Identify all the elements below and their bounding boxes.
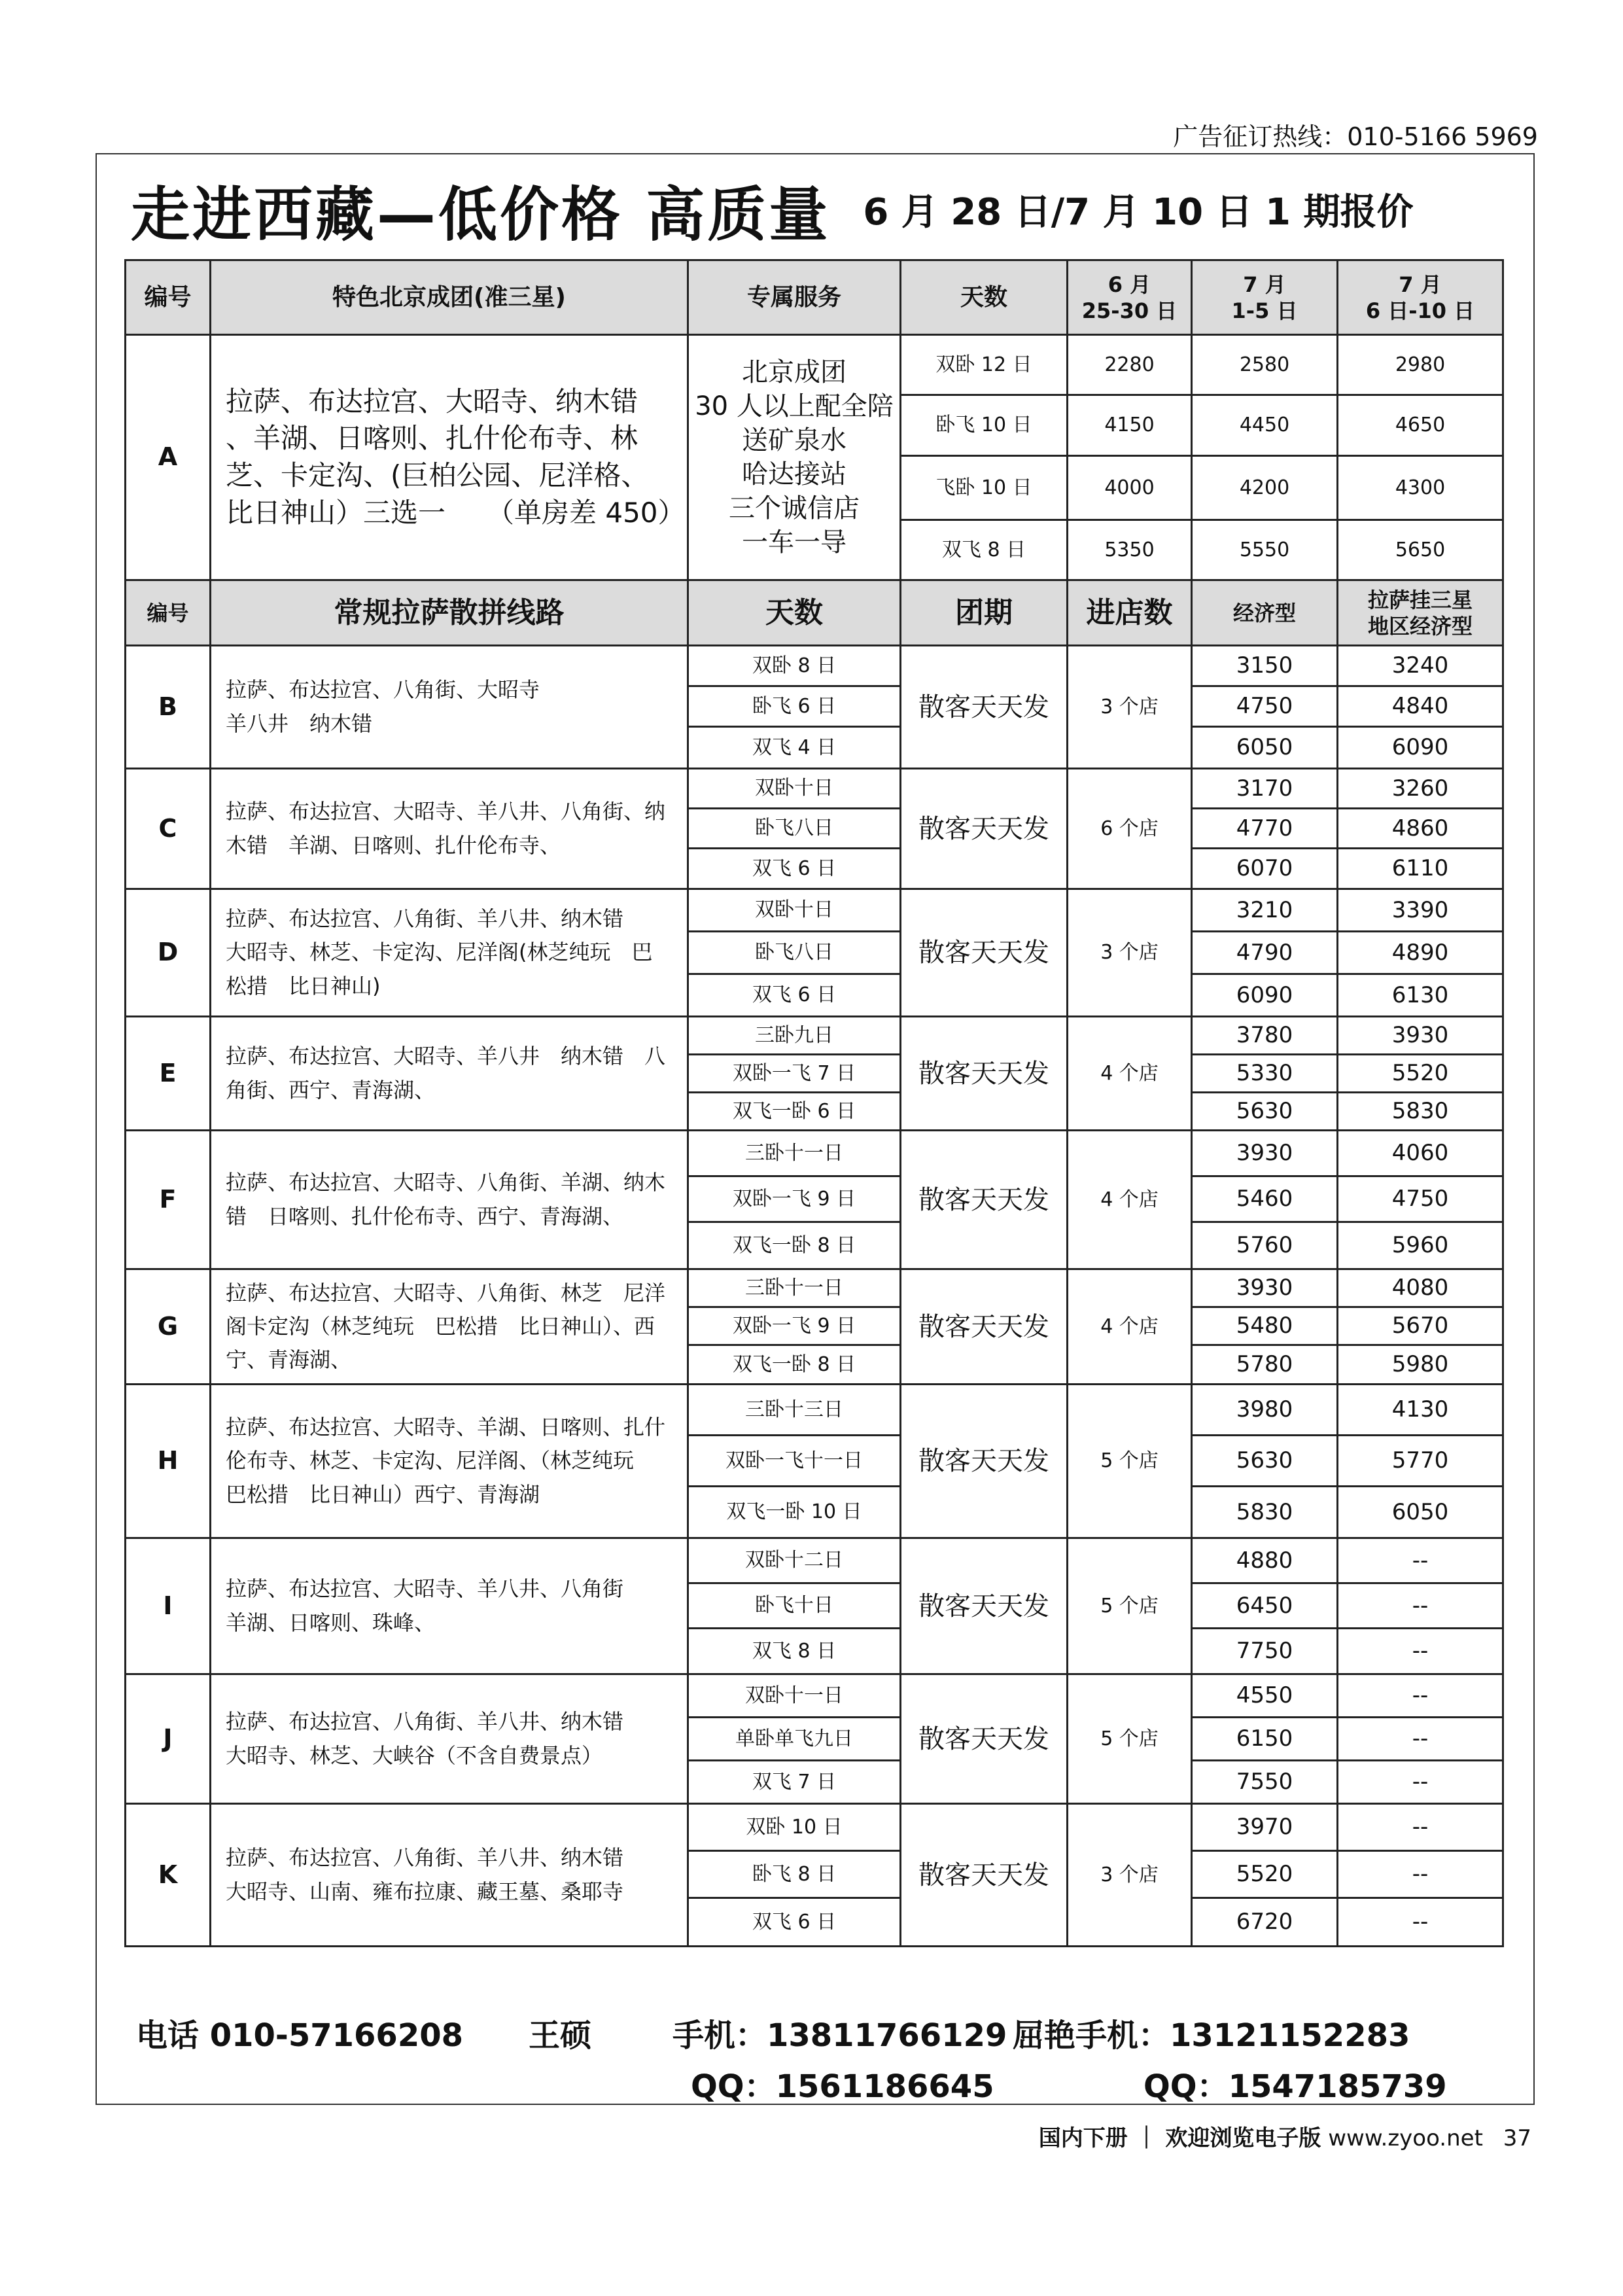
days-option: 卧飞十日 [688, 1583, 901, 1629]
route-description [211, 1538, 688, 1674]
price-economy: 5830 [1192, 1487, 1338, 1538]
price-jun-25-30: 4150 [1068, 395, 1192, 456]
col-code: 编号 [126, 580, 211, 646]
price-lhasa-three-star: 6050 [1338, 1487, 1503, 1538]
route-description [211, 1269, 688, 1385]
price-lhasa-three-star: 5670 [1338, 1307, 1503, 1345]
price-economy: 3980 [1192, 1385, 1338, 1436]
days-option: 三卧十一日 [688, 1269, 901, 1307]
route-description-text: 拉萨、布达拉宫、大昭寺、羊八井、八角街 羊湖、日喀则、珠峰、 [226, 1576, 624, 1635]
price-jul-6-10: 4650 [1338, 395, 1503, 456]
days-option: 双飞 6 日 [688, 1898, 901, 1947]
days-option: 双飞一卧 8 日 [688, 1222, 901, 1269]
shop-count: 6 个店 [1068, 769, 1192, 889]
price-lhasa-three-star: 5960 [1338, 1222, 1503, 1269]
price-lhasa-three-star: -- [1338, 1629, 1503, 1674]
route-description-text: 拉萨、布达拉宫、大昭寺、羊湖、日喀则、扎什伦布寺、林芝、卡定沟、尼洋阁、（林芝纯玩 巴松措 比日神山）西宁、青海湖 [226, 1415, 666, 1507]
days-option: 卧飞八日 [688, 932, 901, 974]
price-economy: 6050 [1192, 727, 1338, 769]
price-economy: 5760 [1192, 1222, 1338, 1269]
price-lhasa-three-star: 3240 [1338, 646, 1503, 686]
header-row-featured [126, 260, 1503, 335]
price-economy: 3170 [1192, 769, 1338, 809]
header-row-regular [126, 580, 1503, 646]
page-footer [1039, 2120, 1531, 2152]
route-description-text: 拉萨、布达拉宫、八角街、羊八井、纳木错 大昭寺、林芝、卡定沟、尼洋阁(林芝纯玩 巴松措 比日神山) [226, 906, 653, 998]
price-economy: 5780 [1192, 1345, 1338, 1385]
contact-qq-2: QQ：1547185739 [1143, 2068, 1447, 2105]
col-days: 天数 [901, 260, 1068, 335]
days-option: 双飞 8 日 [688, 1629, 901, 1674]
price-lhasa-three-star: 6110 [1338, 849, 1503, 889]
price-jul-1-5: 4200 [1192, 456, 1338, 520]
shop-count: 4 个店 [1068, 1269, 1192, 1385]
exclusive-service [688, 335, 901, 580]
price-lhasa-three-star: 6090 [1338, 727, 1503, 769]
route-code: C [126, 769, 211, 889]
price-economy: 6090 [1192, 974, 1338, 1017]
table-row [126, 769, 1503, 809]
route-description [211, 1804, 688, 1947]
price-jul-1-5: 5550 [1192, 520, 1338, 580]
price-lhasa-three-star: -- [1338, 1761, 1503, 1804]
days-option: 卧飞 10 日 [901, 395, 1068, 456]
days-option: 双飞 8 日 [901, 520, 1068, 580]
price-economy: 3970 [1192, 1804, 1338, 1851]
days-option: 双卧一飞 7 日 [688, 1055, 901, 1093]
price-economy: 6150 [1192, 1718, 1338, 1761]
route-description-text: 拉萨、布达拉宫、八角街、大昭寺 羊八井 纳木错 [226, 677, 540, 736]
days-option: 三卧十三日 [688, 1385, 901, 1436]
days-option: 卧飞八日 [688, 809, 901, 849]
route-description [211, 1674, 688, 1804]
col-service: 专属服务 [688, 260, 901, 335]
days-option: 双卧一飞 9 日 [688, 1176, 901, 1222]
page-number: 37 [1503, 2125, 1531, 2151]
route-code: E [126, 1017, 211, 1131]
route-code: D [126, 889, 211, 1017]
days-option: 双卧一飞十一日 [688, 1436, 901, 1487]
price-lhasa-three-star: 4130 [1338, 1385, 1503, 1436]
shop-count: 5 个店 [1068, 1385, 1192, 1538]
price-economy: 4550 [1192, 1674, 1338, 1718]
price-jul-6-10: 5650 [1338, 520, 1503, 580]
price-jul-1-5: 2580 [1192, 335, 1338, 395]
price-economy: 5330 [1192, 1055, 1338, 1093]
page-title [131, 170, 1414, 249]
price-jun-25-30: 5350 [1068, 520, 1192, 580]
col-lhasa-three-star [1338, 580, 1503, 646]
route-code: J [126, 1674, 211, 1804]
price-lhasa-three-star: 4060 [1338, 1131, 1503, 1176]
departure-period: 散客天天发 [901, 1269, 1068, 1385]
ad-hotline: 广告征订热线：010-5166 5969 [1173, 122, 1538, 151]
days-option: 三卧九日 [688, 1017, 901, 1055]
days-option: 双卧 10 日 [688, 1804, 901, 1851]
price-lhasa-three-star: 4750 [1338, 1176, 1503, 1222]
route-description [211, 646, 688, 769]
price-table-body [126, 260, 1503, 1947]
days-option: 双卧 12 日 [901, 335, 1068, 395]
col-lhasa-three-star-text: 拉萨挂三星 地区经济型 [1367, 587, 1473, 639]
departure-period: 散客天天发 [901, 1804, 1068, 1947]
route-description-text: 拉萨、布达拉宫、大昭寺、羊八井、八角街、纳木错 羊湖、日喀则、扎什伦布寺、 [226, 799, 666, 858]
col-economy: 经济型 [1192, 580, 1338, 646]
route-description-text: 拉萨、布达拉宫、大昭寺、八角街、羊湖、纳木错 日喀则、扎什伦布寺、西宁、青海湖、 [226, 1170, 666, 1229]
days-option: 双卧十一日 [688, 1674, 901, 1718]
price-table [124, 259, 1504, 1947]
title-sub: 6 月 28 日/7 月 10 日 1 期报价 [863, 191, 1414, 234]
days-option: 卧飞 8 日 [688, 1851, 901, 1898]
price-lhasa-three-star: 4860 [1338, 809, 1503, 849]
days-option: 双卧十二日 [688, 1538, 901, 1583]
price-lhasa-three-star: -- [1338, 1851, 1503, 1898]
price-lhasa-three-star: -- [1338, 1804, 1503, 1851]
departure-period: 散客天天发 [901, 889, 1068, 1017]
departure-period: 散客天天发 [901, 769, 1068, 889]
route-description [211, 1385, 688, 1538]
route-code: B [126, 646, 211, 769]
route-description-text: 拉萨、布达拉宫、大昭寺、八角街、林芝 尼洋阁卡定沟（林芝纯玩 巴松措 比日神山）、西宁、青海湖、 [226, 1280, 666, 1373]
shop-count: 5 个店 [1068, 1538, 1192, 1674]
price-lhasa-three-star: 3930 [1338, 1017, 1503, 1055]
route-description [211, 769, 688, 889]
price-economy: 5480 [1192, 1307, 1338, 1345]
route-description: 拉萨、布达拉宫、大昭寺、纳木错 、羊湖、日喀则、扎什伦布寺、林芝、卡定沟、(巨柏公园、尼洋格、比日神山）三选一 （单房差 450） [211, 335, 688, 580]
table-row [126, 1131, 1503, 1176]
price-jul-6-10: 2980 [1338, 335, 1503, 395]
price-lhasa-three-star: -- [1338, 1674, 1503, 1718]
price-lhasa-three-star: 5520 [1338, 1055, 1503, 1093]
col-route: 特色北京成团(准三星) [211, 260, 688, 335]
route-code: G [126, 1269, 211, 1385]
price-economy: 4880 [1192, 1538, 1338, 1583]
days-option: 双卧 8 日 [688, 646, 901, 686]
price-economy: 7750 [1192, 1629, 1338, 1674]
route-code: I [126, 1538, 211, 1674]
price-economy: 5630 [1192, 1436, 1338, 1487]
shop-count: 4 个店 [1068, 1131, 1192, 1269]
price-lhasa-three-star: 6130 [1338, 974, 1503, 1017]
price-economy: 5460 [1192, 1176, 1338, 1222]
route-description [211, 889, 688, 1017]
departure-period: 散客天天发 [901, 1385, 1068, 1538]
table-row [126, 335, 1503, 395]
price-lhasa-three-star: 5980 [1338, 1345, 1503, 1385]
price-economy: 5520 [1192, 1851, 1338, 1898]
days-option: 双飞 7 日 [688, 1761, 901, 1804]
table-row [126, 1538, 1503, 1583]
days-option: 飞卧 10 日 [901, 456, 1068, 520]
shop-count: 3 个店 [1068, 1804, 1192, 1947]
price-economy: 4790 [1192, 932, 1338, 974]
days-option: 三卧十一日 [688, 1131, 901, 1176]
departure-period: 散客天天发 [901, 1674, 1068, 1804]
route-code: F [126, 1131, 211, 1269]
contact-qq-1: QQ：1561186645 [691, 2068, 994, 2105]
price-jun-25-30: 2280 [1068, 335, 1192, 395]
days-option: 单卧单飞九日 [688, 1718, 901, 1761]
price-economy: 5630 [1192, 1093, 1338, 1131]
price-lhasa-three-star: 4890 [1338, 932, 1503, 974]
price-lhasa-three-star: 5830 [1338, 1093, 1503, 1131]
col-code: 编号 [126, 260, 211, 335]
price-lhasa-three-star: -- [1338, 1718, 1503, 1761]
price-economy: 3930 [1192, 1269, 1338, 1307]
price-jun-25-30: 4000 [1068, 456, 1192, 520]
shop-count: 3 个店 [1068, 646, 1192, 769]
price-economy: 6070 [1192, 849, 1338, 889]
price-lhasa-three-star: 4840 [1338, 686, 1503, 727]
price-lhasa-three-star: -- [1338, 1538, 1503, 1583]
days-option: 双卧十日 [688, 769, 901, 809]
days-option: 双飞一卧 8 日 [688, 1345, 901, 1385]
days-option: 双飞一卧 10 日 [688, 1487, 901, 1538]
table-row [126, 1269, 1503, 1307]
departure-period: 散客天天发 [901, 646, 1068, 769]
price-economy: 7550 [1192, 1761, 1338, 1804]
days-option: 双飞 4 日 [688, 727, 901, 769]
departure-period: 散客天天发 [901, 1131, 1068, 1269]
table-row [126, 1674, 1503, 1718]
footer-url: www.zyoo.net [1328, 2125, 1483, 2151]
price-jul-6-10: 4300 [1338, 456, 1503, 520]
days-option: 双卧十日 [688, 889, 901, 932]
route-description-text: 拉萨、布达拉宫、八角街、羊八井、纳木错 大昭寺、山南、雍布拉康、藏王墓、桑耶寺 [226, 1845, 624, 1904]
col-price-1: 6 月 25-30 日 [1068, 260, 1192, 335]
days-option: 双飞 6 日 [688, 849, 901, 889]
footer-section: 国内下册 ｜ 欢迎浏览电子版 [1038, 2125, 1321, 2151]
col-price-3: 7 月 6 日-10 日 [1338, 260, 1503, 335]
contact-phone: 电话 010-57166208 [136, 2017, 464, 2054]
days-option: 卧飞 6 日 [688, 686, 901, 727]
price-economy: 6450 [1192, 1583, 1338, 1629]
table-row [126, 1804, 1503, 1851]
table-row [126, 889, 1503, 932]
days-option: 双飞一卧 6 日 [688, 1093, 901, 1131]
col-price-2: 7 月 1-5 日 [1192, 260, 1338, 335]
price-lhasa-three-star: -- [1338, 1583, 1503, 1629]
price-jul-1-5: 4450 [1192, 395, 1338, 456]
shop-count: 4 个店 [1068, 1017, 1192, 1131]
col-days: 天数 [688, 580, 901, 646]
exclusive-service-text: 北京成团 30 人以上配全陪 送矿泉水 哈达接站 三个诚信店 一车一导 [695, 357, 894, 557]
col-period: 团期 [901, 580, 1068, 646]
col-shops: 进店数 [1068, 580, 1192, 646]
route-description-text: 拉萨、布达拉宫、大昭寺、羊八井 纳木错 八角街、西宁、青海湖、 [226, 1044, 666, 1103]
price-lhasa-three-star: 4080 [1338, 1269, 1503, 1307]
table-row [126, 1385, 1503, 1436]
price-economy: 3930 [1192, 1131, 1338, 1176]
table-row [126, 646, 1503, 686]
route-code: H [126, 1385, 211, 1538]
price-lhasa-three-star: 3260 [1338, 769, 1503, 809]
price-lhasa-three-star: 5770 [1338, 1436, 1503, 1487]
price-lhasa-three-star: -- [1338, 1898, 1503, 1947]
departure-period: 散客天天发 [901, 1017, 1068, 1131]
price-economy: 4750 [1192, 686, 1338, 727]
title-main: 走进西藏—低价格 高质量 [131, 181, 831, 249]
departure-period: 散客天天发 [901, 1538, 1068, 1674]
price-economy: 3150 [1192, 646, 1338, 686]
route-description [211, 1017, 688, 1131]
price-economy: 3780 [1192, 1017, 1338, 1055]
price-economy: 4770 [1192, 809, 1338, 849]
days-option: 双飞 6 日 [688, 974, 901, 1017]
price-economy: 6720 [1192, 1898, 1338, 1947]
days-option: 双卧一飞 9 日 [688, 1307, 901, 1345]
route-code: K [126, 1804, 211, 1947]
route-description-text: 拉萨、布达拉宫、八角街、羊八井、纳木错 大昭寺、林芝、大峡谷（不含自费景点） [226, 1709, 624, 1768]
table-row [126, 1017, 1503, 1055]
price-economy: 3210 [1192, 889, 1338, 932]
contact-name: 王硕 [529, 2017, 592, 2054]
shop-count: 3 个店 [1068, 889, 1192, 1017]
route-code: A [126, 335, 211, 580]
col-route: 常规拉萨散拼线路 [211, 580, 688, 646]
price-sheet-frame [96, 153, 1535, 2105]
contact-mobile-2: 屈艳手机：13121152283 [1013, 2017, 1410, 2054]
price-lhasa-three-star: 3390 [1338, 889, 1503, 932]
shop-count: 5 个店 [1068, 1674, 1192, 1804]
contact-mobile-1: 手机：13811766129 [672, 2017, 1007, 2054]
route-description [211, 1131, 688, 1269]
